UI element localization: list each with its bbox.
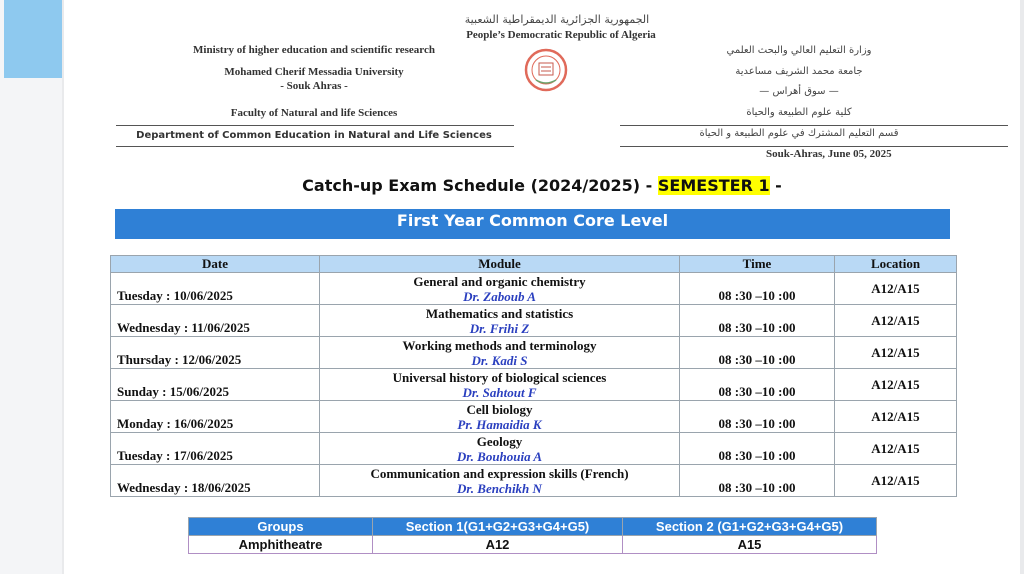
table-row [111, 337, 957, 369]
thumbnail-strip [0, 0, 62, 574]
university-arabic: جامعة محمد الشريف مساعدية [735, 66, 863, 77]
republic-english: People’s Democratic Republic of Algeria [466, 29, 656, 41]
module-name: Mathematics and statistics [425, 305, 574, 321]
exam-module-cell [320, 369, 680, 401]
exam-module-cell [320, 433, 680, 465]
exam-date: Tuesday : 10/06/2025 [111, 273, 320, 305]
exam-date: Monday : 16/06/2025 [111, 401, 320, 433]
groups-header-row [189, 518, 877, 536]
table-row [111, 465, 957, 497]
title-main: Catch-up Exam Schedule (2024/2025) - [302, 176, 658, 195]
exam-time: 08 :30 –10 :00 [680, 337, 835, 369]
section-1-room: A12 [373, 536, 623, 554]
exam-location: A12/A15 [835, 369, 957, 401]
ministry-english: Ministry of higher education and scientific research [193, 44, 435, 56]
groups-table [188, 517, 877, 554]
exam-time: 08 :30 –10 :00 [680, 465, 835, 497]
exam-module-cell [320, 305, 680, 337]
exam-module-cell [320, 273, 680, 305]
right-divider [620, 125, 1008, 126]
header-section-2: Section 2 (G1+G2+G3+G4+G5) [623, 518, 877, 536]
exam-time: 08 :30 –10 :00 [680, 433, 835, 465]
city-arabic: — سوق أهراس — [759, 86, 839, 97]
document-title [64, 176, 1020, 195]
teacher-name: Dr. Kadi S [471, 352, 528, 368]
exam-time: 08 :30 –10 :00 [680, 305, 835, 337]
selected-thumbnail[interactable] [4, 0, 62, 78]
title-semester: SEMESTER 1 [657, 176, 770, 195]
table-row [111, 433, 957, 465]
exam-location: A12/A15 [835, 433, 957, 465]
university-logo-icon [524, 48, 568, 92]
header-module: Module [320, 256, 680, 273]
table-row [111, 305, 957, 337]
teacher-name: Dr. Frihi Z [469, 320, 530, 336]
university-english: Mohamed Cherif Messadia University [224, 66, 404, 78]
table-row [111, 273, 957, 305]
exam-module-cell [320, 401, 680, 433]
header-location: Location [835, 256, 957, 273]
exam-module-cell [320, 465, 680, 497]
left-divider-2 [116, 146, 514, 147]
header-time: Time [680, 256, 835, 273]
module-name: Geology [476, 433, 523, 449]
table-header-row [111, 256, 957, 273]
table-row [111, 369, 957, 401]
republic-arabic: الجمهورية الجزائرية الديمقراطية الشعبية [464, 13, 650, 26]
exam-schedule-table [110, 255, 957, 497]
module-name: General and organic chemistry [413, 273, 586, 289]
left-divider [116, 125, 514, 126]
module-name: Working methods and terminology [402, 337, 597, 353]
city-english: - Souk Ahras - [280, 80, 348, 92]
table-row [111, 401, 957, 433]
exam-date: Thursday : 12/06/2025 [111, 337, 320, 369]
teacher-name: Dr. Bouhouia A [456, 448, 543, 464]
module-name: Cell biology [466, 401, 533, 417]
level-banner: First Year Common Core Level [115, 209, 950, 239]
exam-date: Wednesday : 11/06/2025 [111, 305, 320, 337]
title-suffix: - [769, 176, 782, 195]
teacher-name: Dr. Benchikh N [457, 480, 542, 496]
exam-date: Sunday : 15/06/2025 [111, 369, 320, 401]
exam-module-cell [320, 337, 680, 369]
teacher-name: Pr. Hamaidia K [457, 416, 542, 432]
header-date: Date [111, 256, 320, 273]
ministry-arabic: وزارة التعليم العالي والبحث العلمي [726, 45, 872, 56]
faculty-english: Faculty of Natural and life Sciences [230, 107, 398, 119]
exam-date: Tuesday : 17/06/2025 [111, 433, 320, 465]
place-date: Souk-Ahras, June 05, 2025 [766, 148, 892, 160]
faculty-arabic: كلية علوم الطبيعة والحياة [746, 107, 852, 118]
amphitheatre-label: Amphitheatre [189, 536, 373, 554]
department-english: Department of Common Education in Natural and Life Sciences [136, 130, 492, 141]
exam-location: A12/A15 [835, 337, 957, 369]
section-2-room: A15 [623, 536, 877, 554]
department-arabic: قسم التعليم المشترك في علوم الطبيعة و الحياة [699, 128, 899, 139]
exam-time: 08 :30 –10 :00 [680, 369, 835, 401]
exam-location: A12/A15 [835, 465, 957, 497]
module-name: Communication and expression skills (French) [370, 465, 629, 481]
teacher-name: Dr. Sahtout F [462, 384, 537, 400]
header-groups: Groups [189, 518, 373, 536]
header-section-1: Section 1(G1+G2+G3+G4+G5) [373, 518, 623, 536]
teacher-name: Dr. Zaboub A [463, 288, 536, 304]
document-page [64, 0, 1020, 574]
exam-location: A12/A15 [835, 273, 957, 305]
exam-location: A12/A15 [835, 305, 957, 337]
module-name: Universal history of biological sciences [392, 369, 607, 385]
exam-time: 08 :30 –10 :00 [680, 401, 835, 433]
groups-row [189, 536, 877, 554]
right-divider-2 [620, 146, 1008, 147]
exam-location: A12/A15 [835, 401, 957, 433]
exam-date: Wednesday : 18/06/2025 [111, 465, 320, 497]
exam-time: 08 :30 –10 :00 [680, 273, 835, 305]
